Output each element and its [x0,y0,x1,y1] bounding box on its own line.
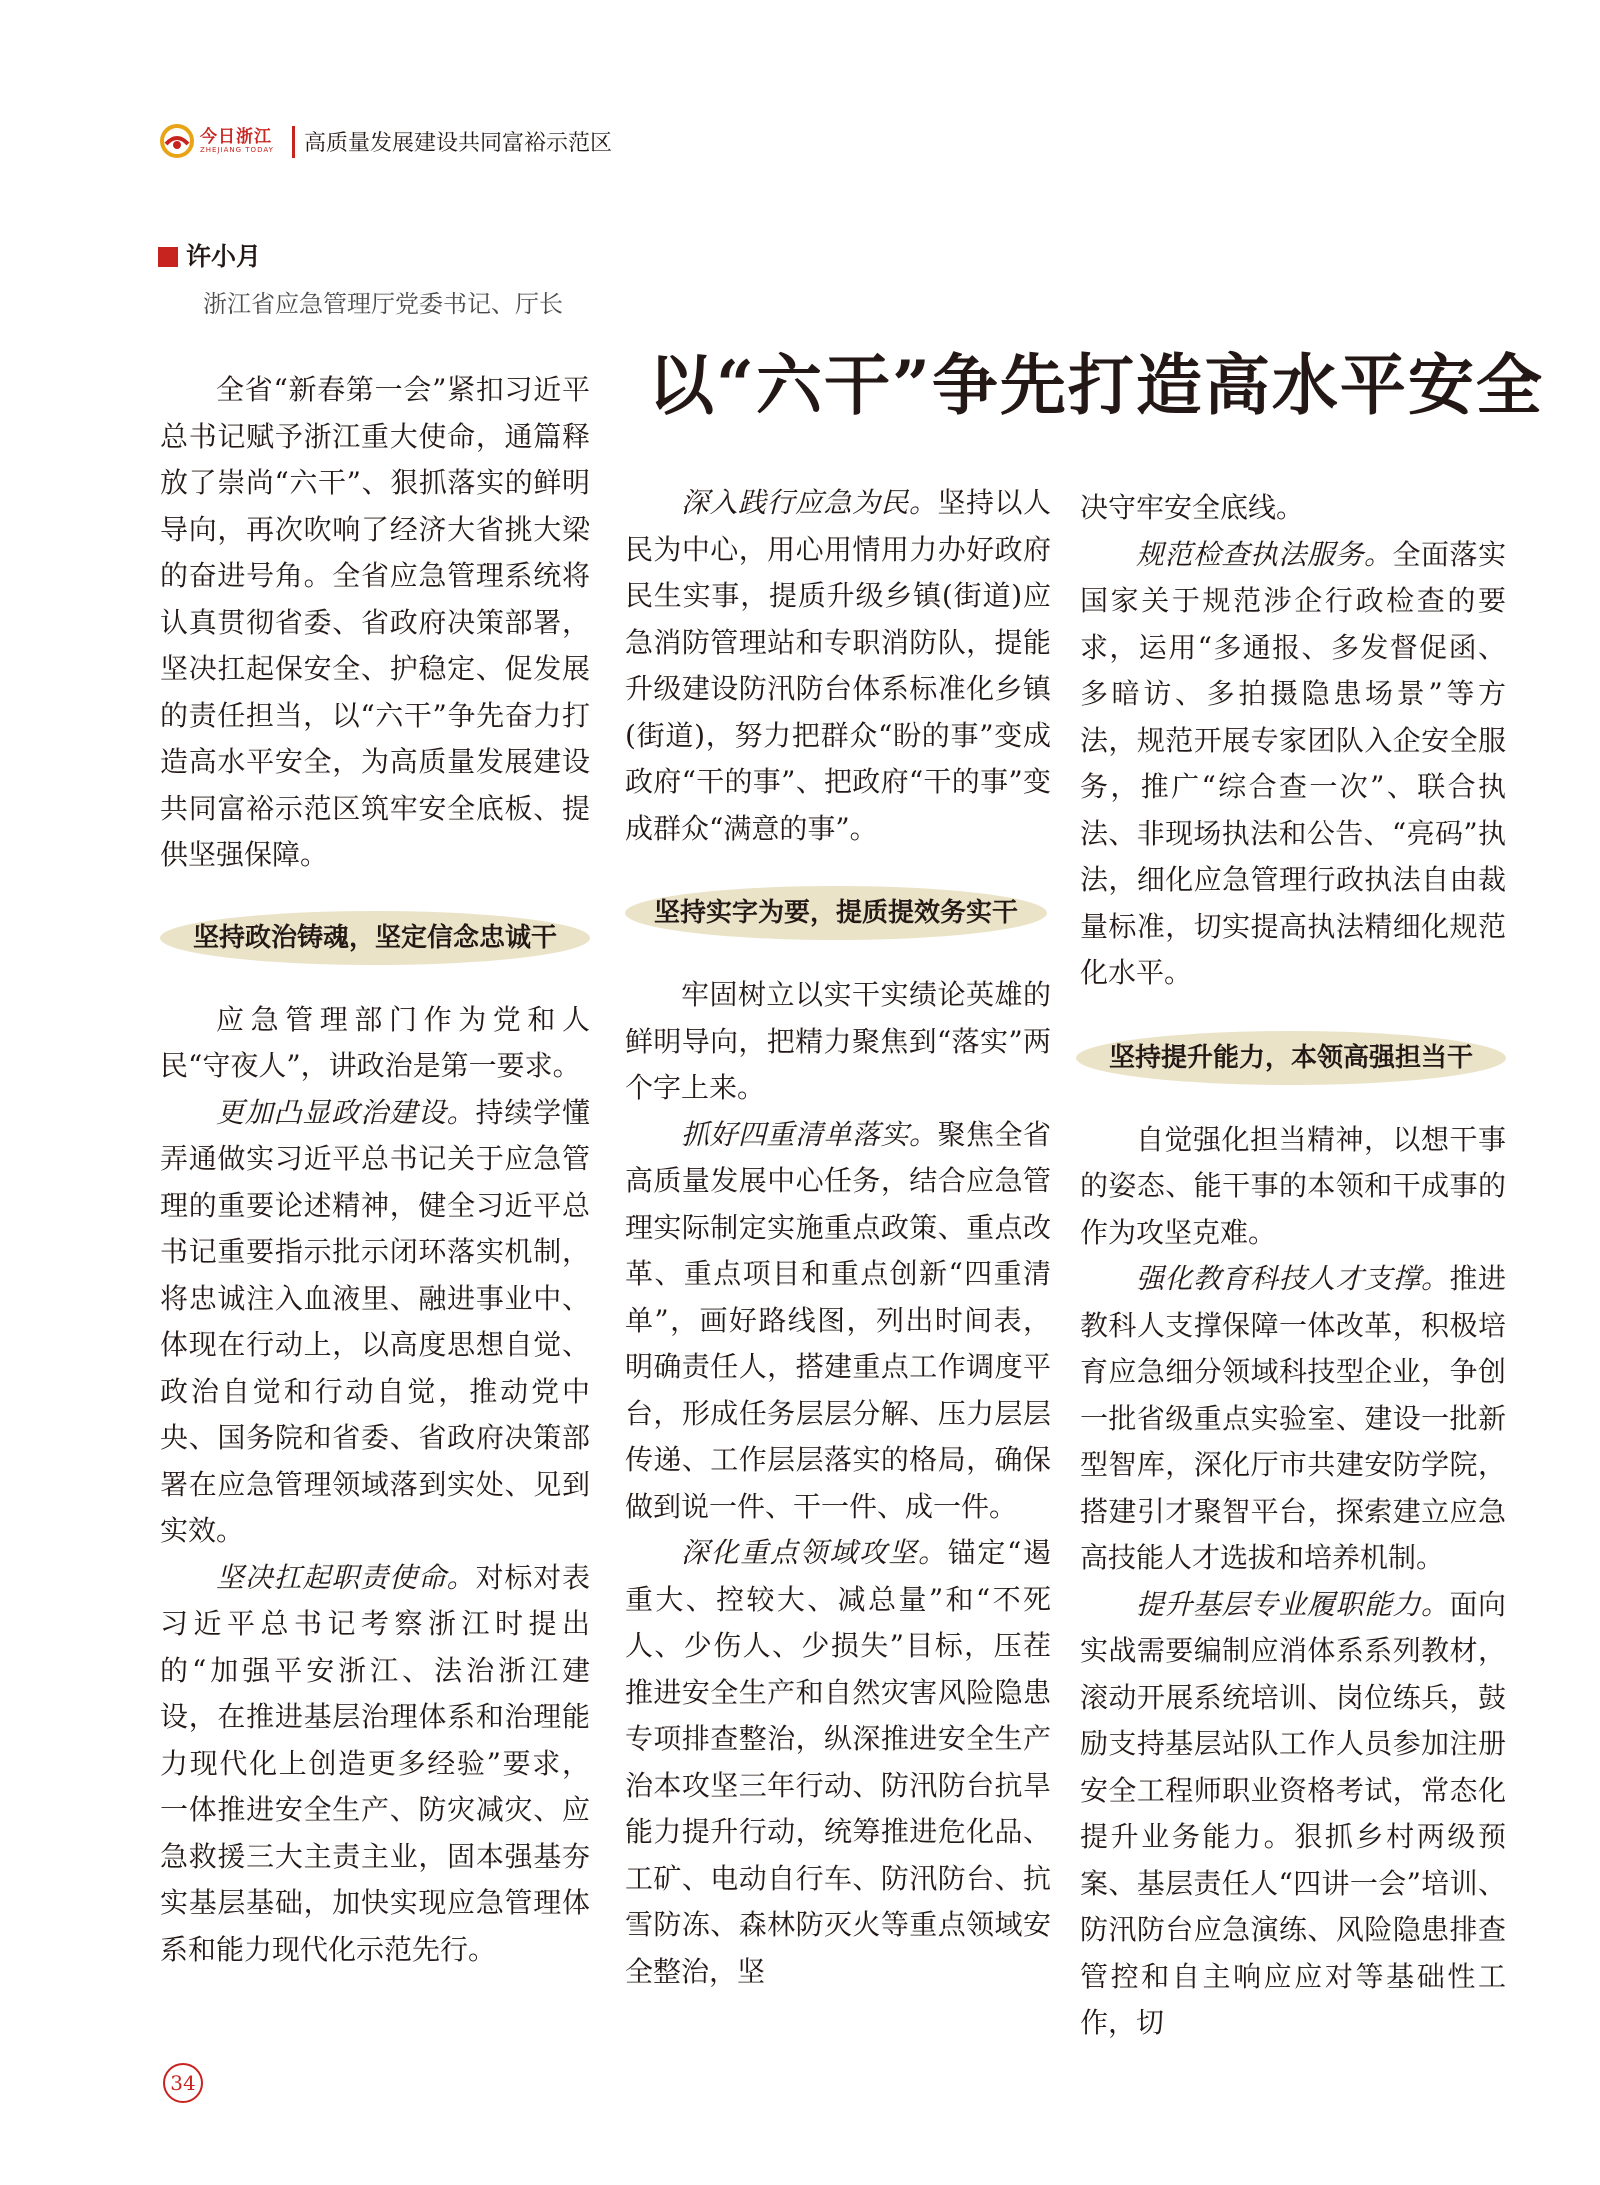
column-2 [625,480,1051,1995]
section-title: 高质量发展建设共同富裕示范区 [304,131,613,156]
page-header [158,120,858,164]
article-title: 以“六干”争先打造高水平安全 [648,346,1544,424]
paragraph [1080,1582,1506,2047]
page-number: 34 [163,2063,203,2103]
paragraph-lead: 更加凸显政治建设。 [216,1095,476,1129]
magazine-logo [158,120,278,164]
subheading-1: 坚持政治铸魂，坚定信念忠诚干 [160,911,590,965]
paragraph [625,1530,1051,1995]
paragraph: 应急管理部门作为党和人民“守夜人”，讲政治是第一要求。 [160,1002,590,1082]
paragraph-body: 推进教科人支撑保障一体改革，积极培育应急细分领域科技型企业，争创一批省级重点实验室、建设一批新型智库，深化厅市共建安防学院，搭建引才聚智平台，探索建立应急高技能人才选拔和培养机制。 [1080,1262,1506,1574]
paragraph-lead: 深化重点领域攻坚。 [681,1536,948,1569]
subheading-2-wrap [625,886,1051,942]
paragraph [625,480,1051,852]
paragraph-body: 坚持以人民为中心，用心用情用力办好政府民生实事，提质升级乡镇(街道)应急消防管理站和专职消防队，提能升级建设防汛防台体系标准化乡镇(街道)，努力把群众“盼的事”变成政府“干的事”、把政府“干的事”变成群众“满意的事”。 [625,486,1051,845]
paragraph-lead: 强化教育科技人才支撑。 [1136,1262,1450,1295]
paragraph-lead: 深入践行应急为民。 [681,486,938,519]
paragraph-body: 全面落实国家关于规范涉企行政检查的要求，运用“多通报、多发督促函、多暗访、多拍摄隐患场景”等方法，规范开展专家团队入企安全服务，推广“综合查一次”、联合执法、非现场执法和公告、“亮码”执法，细化应急管理行政执法自由裁量标准，切实提高执法精细化规范化水平。 [1080,537,1506,989]
paragraph-body: 面向实战需要编制应消体系系列教材，滚动开展系统培训、岗位练兵，鼓励支持基层站队工作人员参加注册安全工程师职业资格考试，常态化提升业务能力。狠抓乡村两级预案、基层责任人“四讲一会”培训、防汛防台应急演练、风险隐患排查管控和自主响应应对等基础性工作，切 [1080,1587,1506,2039]
subheading-3-wrap [1080,1031,1506,1087]
subheading-2: 坚持实字为要，提质提效务实干 [625,886,1047,940]
paragraph-lead: 坚决扛起职责使命。 [216,1560,476,1594]
author-name: 许小月 [186,242,262,271]
paragraph: 决守牢安全底线。 [1080,491,1305,524]
paragraph [160,1555,590,1974]
paragraph-body: 持续学懂弄通做实习近平总书记关于应急管理的重要论述精神，健全习近平总书记重要指示批示闭环落实机制，将忠诚注入血液里、融进事业中、体现在行动上，以高度思想自觉、政治自觉和行动自觉，推动党中央、国务院和省委、省政府决策部署在应急管理领域落到实处、见到实效。 [160,1095,590,1547]
paragraph [160,1090,590,1555]
paragraph: 自觉强化担当精神，以想干事的姿态、能干事的本领和干成事的作为攻坚克难。 [1080,1122,1506,1249]
column-1 [160,367,590,1973]
paragraph-lead: 抓好四重清单落实。 [681,1117,938,1151]
paragraph [625,1112,1051,1531]
paragraph [1080,1256,1506,1582]
paragraph-body: 锚定“遏重大、控较大、减总量”和“不死人、少伤人、少损失”目标，压茬推进安全生产和自然灾害风险隐患专项排查整治，纵深推进安全生产治本攻坚三年行动、防汛防台抗旱能力提升行动，统筹推进危化品、工矿、电动自行车、防汛防台、抗雪防冻、森林防灭火等重点领域安全整治，坚 [625,1536,1051,1988]
subheading-3: 坚持提升能力，本领高强担当干 [1076,1031,1506,1085]
paragraph-body: 聚焦全省高质量发展中心任务，结合应急管理实际制定实施重点政策、重点改革、重点项目和重点创新“四重清单”，画好路线图，列出时间表，明确责任人，搭建重点工作调度平台，形成任务层层分解、压力层层传递、工作层层落实的格局，确保做到说一件、干一件、成一件。 [625,1117,1051,1523]
logo-subtext: ZHEJIANG TODAY [200,146,274,154]
column-3 [1080,485,1506,2047]
intro-paragraph: 全省“新春第一会”紧扣习近平总书记赋予浙江重大使命，通篇释放了崇尚“六干”、狠抓落实的鲜明导向，再次吹响了经济大省挑大梁的奋进号角。全省应急管理系统将认真贯彻省委、省政府决策部署，坚决扛起保安全、护稳定、促发展的责任担当，以“六干”争先奋力打造高水平安全，为高质量发展建设共同富裕示范区筑牢安全底板、提供坚强保障。 [160,373,590,871]
paragraph-lead: 提升基层专业履职能力。 [1136,1587,1450,1621]
logo-text: 今日浙江 [200,127,272,147]
paragraph: 牢固树立以实干实绩论英雄的鲜明导向，把精力聚焦到“落实”两个字上来。 [625,978,1051,1104]
paragraph-body: 对标对表习近平总书记考察浙江时提出的“加强平安浙江、法治浙江建设，在推进基层治理体系和治理能力现代化上创造更多经验”要求，一体推进安全生产、防灾减灾、应急救援三大主责主业，固本强基夯实基层基础，加快实现应急管理体系和能力现代化示范先行。 [160,1560,590,1966]
author-title: 浙江省应急管理厅党委书记、厅长 [203,290,563,318]
header-divider [292,126,295,158]
paragraph [1080,532,1506,997]
author-marker [158,247,178,267]
logo-sun-icon [160,124,194,158]
paragraph-lead: 规范检查执法服务。 [1136,537,1393,571]
subheading-1-wrap [160,911,590,967]
